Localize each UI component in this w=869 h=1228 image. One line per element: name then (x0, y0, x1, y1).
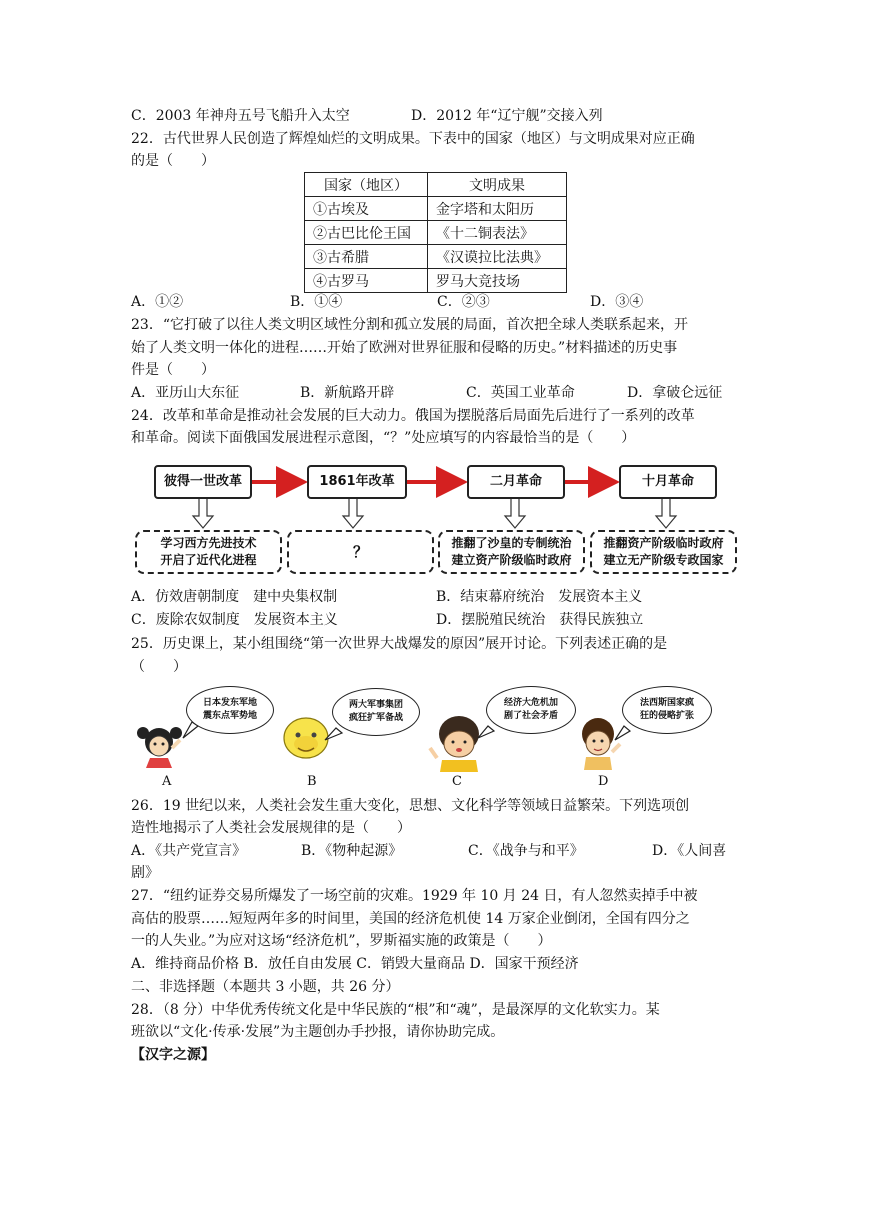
result-october-revolution (590, 530, 737, 574)
result-line: 推翻资产阶级临时政府 (603, 536, 724, 550)
q28-stem-line1: 28．（8 分）中华优秀传统文化是中华民族的“根”和“魂”，是最深厚的文化软实力。某 (131, 1002, 660, 1018)
table-row (305, 245, 567, 269)
q25-stem-line1: 25．历史课上，某小组围绕“第一次世界大战爆发的原因”展开讨论。下列表述正确的是 (131, 636, 668, 652)
bubble-line: 狂的侵略扩张 (639, 711, 694, 721)
result-unknown (287, 530, 434, 574)
q28-stem-line2: 班欲以“文化·传承·发展”为主题创办手抄报，请你协助完成。 (131, 1024, 505, 1040)
speech-bubble-d (622, 686, 712, 734)
bubble-line: 两大军事集团 (348, 700, 403, 710)
bubble-line: 震东点军势地 (202, 711, 257, 721)
q26-stem-line1: 26．19 世纪以来，人类社会发生重大变化，思想、文化科学等领域日益繁荣。下列选项创 (131, 798, 690, 814)
q22-option-c: C．②③ (437, 294, 490, 310)
bubble-line: 疯狂扩军备战 (348, 713, 403, 723)
bubble-line: 日本发东军地 (202, 698, 257, 708)
result-line: 开启了近代化进程 (160, 553, 257, 567)
q21-option-c: C．2003 年神舟五号飞船升入太空 (131, 108, 350, 124)
option-letter-b: B (307, 774, 317, 789)
bubble-line: 剧了社会矛盾 (503, 711, 558, 721)
q26-stem-line2: 造性地揭示了人类社会发展规律的是（ ） (131, 820, 411, 836)
table-header-row (305, 173, 567, 197)
table-cell: ④古罗马 (305, 269, 428, 293)
q28-subheading: 【汉字之源】 (131, 1047, 215, 1063)
short-hair-girl-character-icon (582, 718, 620, 770)
event-october-revolution: 十月革命 (619, 465, 717, 499)
q26-option-c: C．《战争与和平》 (468, 843, 584, 859)
table-cell: ①古埃及 (305, 197, 428, 221)
q21-option-d: D．2012 年“辽宁舰”交接入列 (411, 108, 603, 124)
bubble-line: 法西斯国家疯 (639, 698, 694, 708)
result-line: 建立资产阶级临时政府 (451, 553, 572, 567)
q24-stem-line1: 24．改革和革命是推动社会发展的巨大动力。俄国为摆脱落后局面先后进行了一系列的改革 (131, 408, 695, 424)
q22-stem-line1: 22．古代世界人民创造了辉煌灿烂的文明成果。下表中的国家（地区）与文明成果对应正确 (131, 131, 695, 147)
bubble-tail (478, 726, 494, 738)
q24-option-a: A．仿效唐朝制度 建中央集权制 (131, 589, 338, 605)
option-letter-d: D (598, 774, 609, 789)
q27-stem-line1: 27．“纽约证券交易所爆发了一场空前的灾难。1929 年 10 月 24 日，有人忽然卖掉手中被 (131, 888, 698, 904)
bubble-line: 经济大危机加 (503, 698, 558, 708)
speech-bubble-c (486, 686, 576, 734)
q27-stem-line2: 高估的股票……短短两年多的时间里，美国的经济危机使 14 万家企业倒闭，全国有四分之 (131, 911, 690, 927)
bubble-tail (325, 728, 342, 740)
q24-option-c: C．废除农奴制度 发展资本主义 (131, 612, 338, 628)
option-letter-c: C (452, 774, 462, 789)
bubble-tail (615, 726, 630, 740)
event-peter-reform: 彼得一世改革 (154, 465, 252, 499)
result-peter-reform (135, 530, 282, 574)
q22-option-d: D．③④ (590, 294, 644, 310)
table-row (305, 269, 567, 293)
result-line: 学习西方先进技术 (160, 536, 257, 550)
event-1861-reform: 1861年改革 (307, 465, 407, 499)
q24-stem-line2: 和革命。阅读下面俄国发展进程示意图，“？”处应填写的内容最恰当的是（ ） (131, 430, 636, 446)
result-line: 推翻了沙皇的专制统治 (451, 536, 572, 550)
q24-option-d: D．摆脱殖民统治 获得民族独立 (436, 612, 644, 628)
table-cell: ②古巴比伦王国 (305, 221, 428, 245)
table-cell: 《十二铜表法》 (428, 221, 567, 245)
result-line: 建立无产阶级专政国家 (603, 553, 724, 567)
down-arrow-icon (193, 498, 213, 528)
q23-stem-line3: 件是（ ） (131, 362, 215, 378)
q27-options: A．维持商品价格 B．放任自由发展 C．销毁大量商品 D．国家干预经济 (131, 956, 579, 972)
q23-stem-line2: 始了人类文明一体化的进程……开始了欧洲对世界征服和侵略的历史。”材料描述的历史事 (131, 340, 678, 356)
down-arrow-icon (343, 498, 363, 528)
speech-bubble-b (332, 688, 420, 736)
girl-character-icon (137, 727, 182, 768)
q26-option-d-continued: 剧》 (131, 865, 159, 881)
q26-option-a: A．《共产党宣言》 (131, 843, 247, 859)
event-february-revolution: 二月革命 (467, 465, 565, 499)
q27-stem-line3: 一的人失业。”为应对这场“经济危机”，罗斯福实施的政策是（ ） (131, 933, 552, 949)
option-letter-a: A (162, 774, 172, 789)
boy-character-icon (430, 716, 479, 772)
q23-option-d: D．拿破仑远征 (627, 385, 723, 401)
q22-option-a: A．①② (131, 294, 184, 310)
table-cell: ③古希腊 (305, 245, 428, 269)
table-cell: 罗马大竞技场 (428, 269, 567, 293)
q23-option-c: C．英国工业革命 (466, 385, 575, 401)
table-row (305, 221, 567, 245)
q22-option-b: B．①④ (290, 294, 343, 310)
table-cell: 金字塔和太阳历 (428, 197, 567, 221)
q22-stem-line2: 的是（ ） (131, 153, 215, 169)
table-header-country: 国家（地区） (305, 173, 428, 197)
table-row (305, 197, 567, 221)
result-february-revolution (438, 530, 585, 574)
civilization-table (304, 172, 567, 293)
old-man-character-icon (284, 718, 328, 758)
table-header-achievement: 文明成果 (428, 173, 567, 197)
q26-option-d: D．《人间喜 (652, 843, 727, 859)
q26-option-b: B．《物种起源》 (301, 843, 403, 859)
section-2-heading: 二、非选择题（本题共 3 小题，共 26 分） (131, 979, 400, 995)
q23-option-b: B．新航路开辟 (300, 385, 395, 401)
speech-bubble-a (186, 686, 274, 734)
q25-stem-line2: （ ） (131, 659, 187, 675)
table-cell: 《汉谟拉比法典》 (428, 245, 567, 269)
down-arrow-icon (505, 498, 525, 528)
q23-stem-line1: 23．“它打破了以往人类文明区域性分割和孤立发展的局面，首次把全球人类联系起来，开 (131, 317, 688, 333)
question-mark: ？ (352, 542, 368, 561)
q23-option-a: A．亚历山大东征 (131, 385, 240, 401)
down-arrow-icon (656, 498, 676, 528)
q24-option-b: B．结束幕府统治 发展资本主义 (436, 589, 643, 605)
